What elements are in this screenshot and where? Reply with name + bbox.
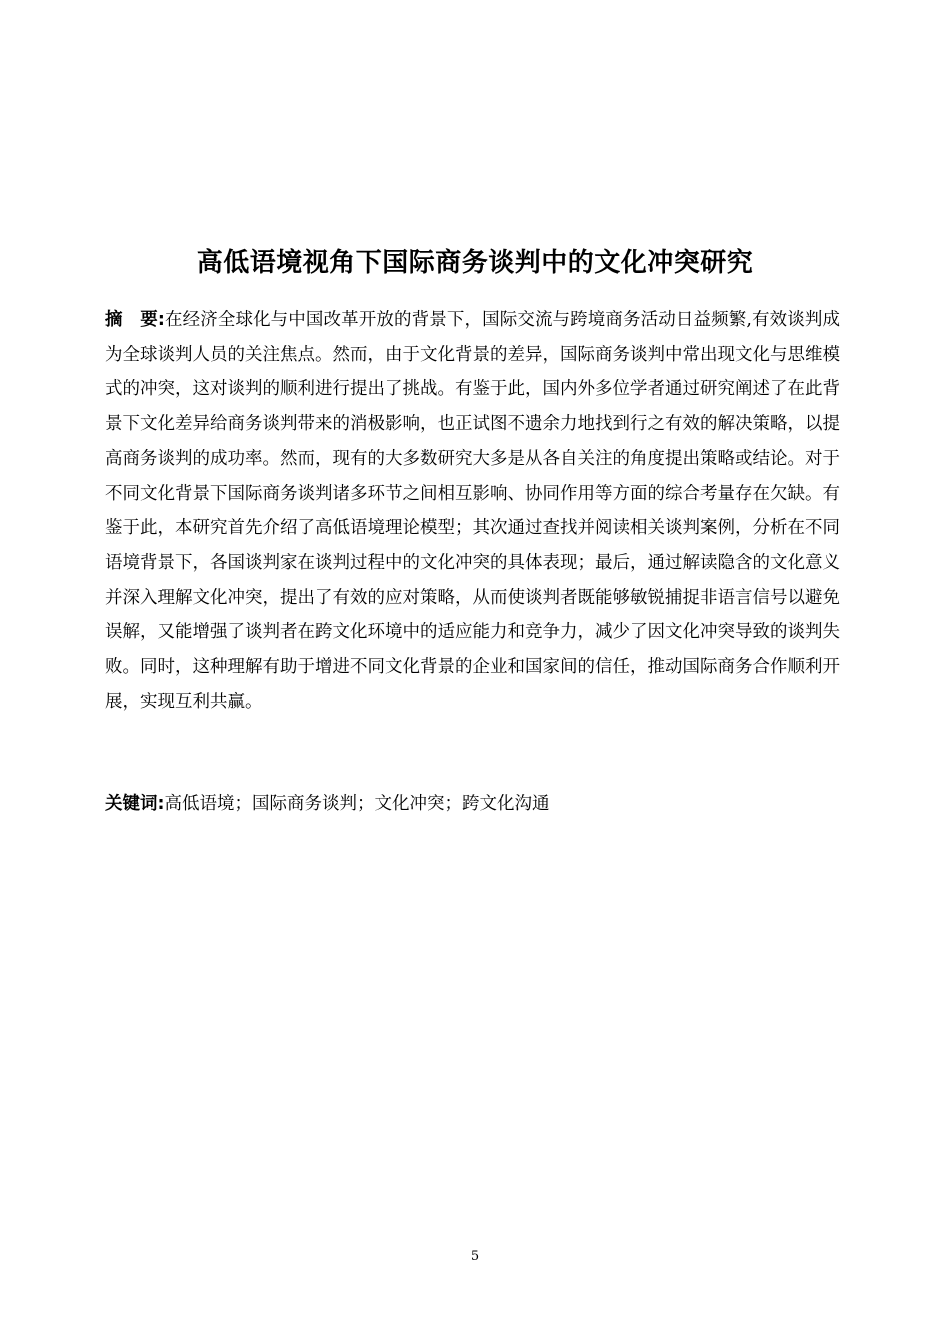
abstract-paragraph (105, 303, 840, 719)
abstract-text: 在经济全球化与中国改革开放的背景下，国际交流与跨境商务活动日益频繁,有效谈判成为全球谈判人员的关注焦点。然而，由于文化背景的差异，国际商务谈判中常出现文化与思维模式的冲突，这对谈判的顺利进行提出了挑战。有鉴于此，国内外多位学者通过研究阐述了在此背景下文化差异给商务谈判带来的消极影响，也正试图不遗余力地找到行之有效的解决策略，以提高商务谈判的成功率。然而，现有的大多数研究大多是从各自关注的角度提出策略或结论。对于不同文化背景下国际商务谈判诸多环节之间相互影响、协同作用等方面的综合考量存在欠缺。有鉴于此，本研究首先介绍了高低语境理论模型；其次通过查找并阅读相关谈判案例，分析在不同语境背景下，各国谈判家在谈判过程中的文化冲突的具体表现；最后，通过解读隐含的文化意义并深入理解文化冲突，提出了有效的应对策略，从而使谈判者既能够敏锐捕捉非语言信号以避免误解，又能增强了谈判者在跨文化环境中的适应能力和竞争力，减少了因文化冲突导致的谈判失败。同时，这种理解有助于增进不同文化背景的企业和国家间的信任，推动国际商务合作顺利开展，实现互利共赢。 (105, 310, 841, 712)
page-number: 5 (470, 1249, 480, 1264)
keywords-line (105, 787, 840, 821)
paper-title: 高低语境视角下国际商务谈判中的文化冲突研究 (196, 248, 754, 278)
abstract-label: 摘 要: (105, 310, 165, 330)
keywords-label: 关键词: (105, 794, 165, 814)
keywords-text: 高低语境；国际商务谈判；文化冲突；跨文化沟通 (164, 794, 550, 814)
